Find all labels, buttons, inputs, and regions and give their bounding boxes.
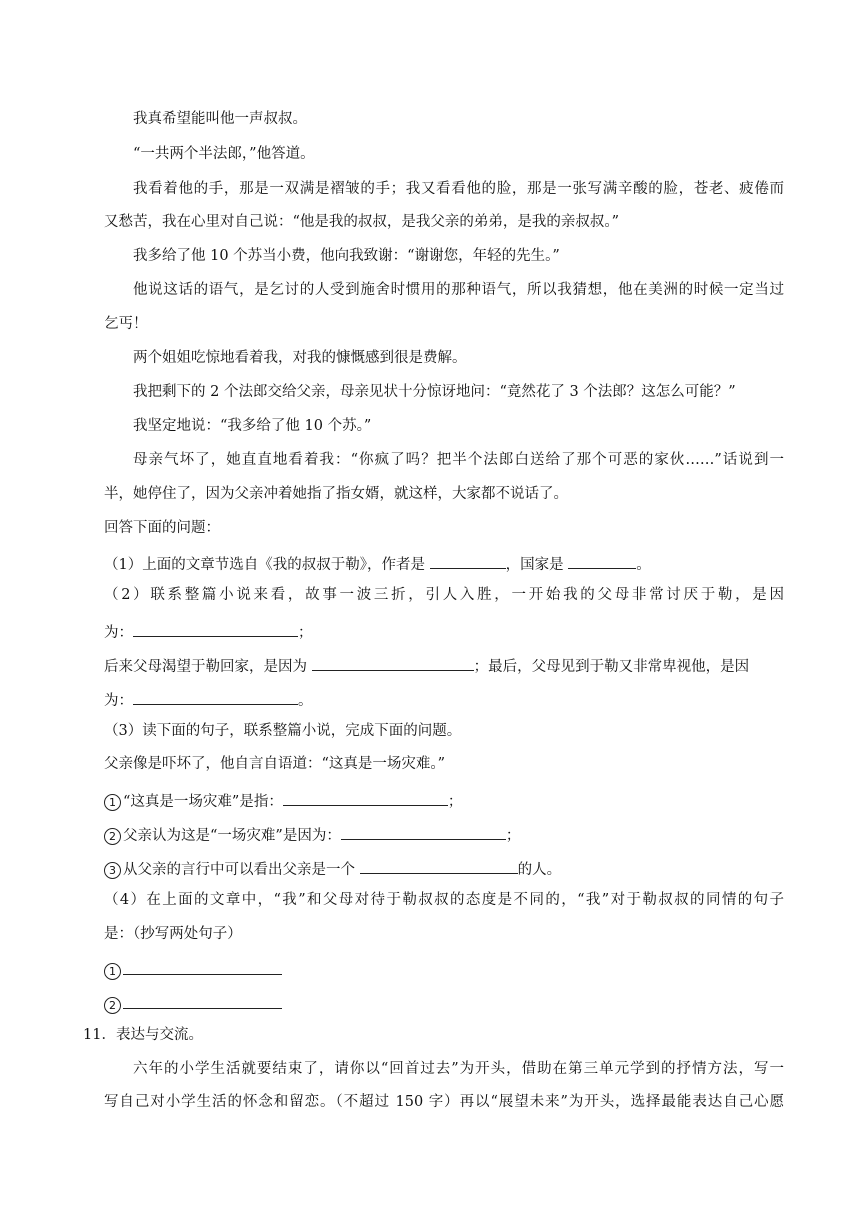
question-3-text: “这真是一场灾难”是指： <box>123 794 283 810</box>
circled-number-2: 2 <box>104 997 121 1014</box>
question-3-text: 的人。 <box>517 862 562 878</box>
question-3-quote: 父亲像是吓坏了，他自言自语道：“这真是一场灾难。” <box>104 756 446 772</box>
story-paragraph-line: 他说这话的语气，是乞讨的人受到施舍时惯用的那种语气，所以我猜想，他在美洲的时候一定当过 <box>133 282 784 298</box>
question-2-line <box>104 689 313 710</box>
story-paragraph-line: 我看着他的手，那是一双满是褶皱的手；我又看看他的脸，那是一张写满辛酸的脸，苍老、疲倦而 <box>133 181 784 197</box>
question-1-text: ，国家是 <box>505 557 564 573</box>
questions-intro: 回答下面的问题： <box>104 520 220 536</box>
story-paragraph-line: 半，她停住了，因为父亲冲着她指了指女婿，就这样，大家都不说话了。 <box>104 486 568 502</box>
story-paragraph: 我多给了他 10 个苏当小费，他向我致谢：“谢谢您，年轻的先生。” <box>133 248 560 264</box>
story-paragraph: 我把剩下的 2 个法郎交给父亲，母亲见状十分惊讶地问：“竟然花了 3 个法郎？这怎么可能？” <box>133 384 736 400</box>
question-2-line <box>104 621 313 642</box>
sympathy-sentence-1-blank[interactable] <box>123 959 282 975</box>
question-4-item-2 <box>104 993 282 1014</box>
circled-number-1: 1 <box>104 794 121 811</box>
story-paragraph-line: 乞丐！ <box>104 316 148 332</box>
author-answer-blank[interactable] <box>430 553 506 569</box>
question-3-title: （3）读下面的句子，联系整篇小说，完成下面的问题。 <box>104 723 462 739</box>
question-3-text: ； <box>447 794 463 810</box>
question-3-text: 父亲认为这是“一场灾难”是因为： <box>123 828 341 844</box>
question-3-item-2 <box>104 824 520 845</box>
section-11-line: 六年的小学生活就要结束了，请你以“回首过去”为开头，借助在第三单元学到的抒情方法，写一 <box>133 1061 784 1077</box>
question-3-item-1 <box>104 790 462 811</box>
question-2-line <box>104 655 784 676</box>
question-1-text: （1）上面的文章节选自《我的叔叔于勒》，作者是 <box>104 557 425 573</box>
story-paragraph: 我坚定地说：“我多给了他 10 个苏。” <box>133 418 372 434</box>
question-2-text: 为： <box>104 625 133 641</box>
section-11-line: 写自己对小学生活的怀念和留恋。（不超过 150 字）再以“展望未来”为开头，选择最能表达自己心愿 <box>104 1094 784 1110</box>
question-4-item-1 <box>104 959 282 980</box>
story-paragraph: 两个姐姐吃惊地看着我，对我的慷慨感到很是费解。 <box>133 350 467 366</box>
section-11-heading: 11．表达与交流。 <box>83 1027 203 1043</box>
question-4-line: 是：（抄写两处句子） <box>104 926 242 942</box>
story-paragraph-line: 母亲气坏了，她直直地看着我：“你疯了吗？把半个法郎白送给了那个可恶的家伙……”话说到一 <box>133 452 784 468</box>
story-paragraph: “一共两个半法郎，”他答道。 <box>133 146 315 162</box>
question-2-text: 。 <box>298 693 313 709</box>
father-character-blank[interactable] <box>360 858 518 874</box>
disaster-reason-blank[interactable] <box>341 824 506 840</box>
question-2-text: 后来父母渴望于勒回家，是因为 <box>104 659 307 675</box>
question-2-text: ； <box>298 625 313 641</box>
question-2-line: （2）联系整篇小说来看，故事一波三折，引人入胜，一开始我的父母非常讨厌于勒，是因 <box>104 587 784 603</box>
question-3-text: ； <box>505 828 521 844</box>
disaster-meaning-blank[interactable] <box>283 790 448 806</box>
question-2-text: ；最后，父母见到于勒又非常卑视他，是因 <box>473 659 750 675</box>
circled-number-1: 1 <box>104 963 121 980</box>
reason-despise-blank[interactable] <box>133 689 298 705</box>
question-3-item-3 <box>104 858 561 879</box>
sympathy-sentence-2-blank[interactable] <box>123 993 282 1009</box>
question-1-text: 。 <box>636 557 651 573</box>
question-4-line: （4）在上面的文章中，“我”和父母对待于勒叔叔的态度是不同的，“我”对于勒叔叔的同情的句子 <box>104 892 784 908</box>
question-3-text: 从父亲的言行中可以看出父亲是一个 <box>123 862 355 878</box>
question-1 <box>104 553 651 574</box>
story-paragraph: 我真希望能叫他一声叔叔。 <box>133 111 307 127</box>
reason-longing-blank[interactable] <box>312 655 474 671</box>
reason-dislike-blank[interactable] <box>133 621 298 637</box>
circled-number-3: 3 <box>104 862 121 879</box>
country-answer-blank[interactable] <box>568 553 636 569</box>
question-2-text: 为： <box>104 693 133 709</box>
circled-number-2: 2 <box>104 828 121 845</box>
story-paragraph-line: 又愁苦，我在心里对自己说：“他是我的叔叔，是我父亲的弟弟，是我的亲叔叔。” <box>104 214 620 230</box>
